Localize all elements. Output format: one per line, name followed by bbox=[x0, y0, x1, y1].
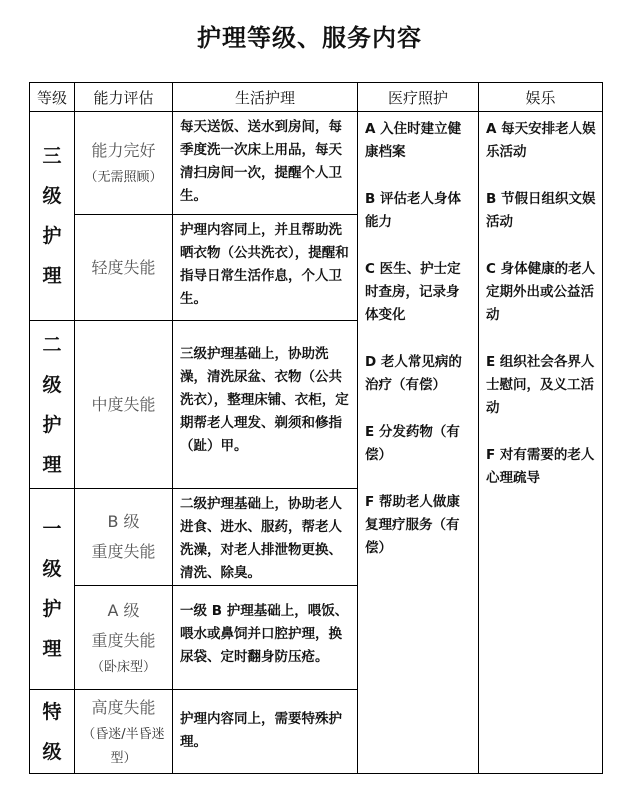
page-title: 护理等级、服务内容 bbox=[197, 23, 422, 52]
ability-grade: A 级 bbox=[107, 600, 140, 620]
ability-cell bbox=[75, 690, 173, 774]
ability-cell bbox=[75, 215, 173, 321]
level-char: 理 bbox=[42, 638, 62, 660]
level-char: 级 bbox=[42, 185, 62, 207]
ability-label: 中度失能 bbox=[91, 394, 156, 414]
level-char: 一 bbox=[42, 518, 62, 540]
level-char: 三 bbox=[42, 145, 62, 167]
medical-care-cell bbox=[358, 112, 479, 774]
level-char: 特 bbox=[42, 700, 62, 723]
life-care-cell: 三级护理基础上，协助洗澡，清洗尿盆、衣物（公共洗衣），整理床铺、衣柜，定期帮老人理发、剃须和修指（趾）甲。 bbox=[173, 321, 358, 489]
ability-cell bbox=[75, 112, 173, 215]
header-level: 等级 bbox=[30, 83, 75, 112]
level-char: 级 bbox=[42, 558, 62, 580]
life-care-cell: 二级护理基础上，协助老人进食、进水、服药，帮老人洗澡，对老人排泄物更换、清洗、除臭。 bbox=[173, 489, 358, 586]
entertainment-cell bbox=[479, 112, 603, 774]
medical-item: D 老人常见病的治疗（有偿） bbox=[365, 354, 462, 393]
life-care-cell: 每天送饭、送水到房间，每季度洗一次床上用品，每天清扫房间一次，提醒个人卫生。 bbox=[173, 112, 358, 215]
level-cell-second bbox=[30, 321, 75, 489]
life-care-cell: 一级 B 护理基础上，喂饭、喂水或鼻饲并口腔护理，换尿袋、定时翻身防压疮。 bbox=[173, 586, 358, 690]
ability-cell bbox=[75, 321, 173, 489]
header-ability: 能力评估 bbox=[75, 83, 173, 112]
level-char: 二 bbox=[42, 333, 62, 356]
care-level-table bbox=[29, 82, 603, 774]
header-entertainment: 娱乐 bbox=[479, 83, 603, 112]
life-care-cell: 护理内容同上，并且帮助洗晒衣物（公共洗衣），提醒和指导日常生活作息，个人卫生。 bbox=[173, 215, 358, 321]
ability-note: （无需照顾） bbox=[84, 170, 163, 185]
table-row bbox=[30, 112, 603, 215]
medical-item: A 入住时建立健康档案 bbox=[365, 121, 462, 160]
level-char: 护 bbox=[42, 225, 62, 247]
level-cell-first bbox=[30, 489, 75, 690]
ability-label: 重度失能 bbox=[91, 542, 156, 561]
header-life-care: 生活护理 bbox=[173, 83, 358, 112]
ability-label: 轻度失能 bbox=[91, 257, 156, 277]
ability-label: 重度失能 bbox=[91, 630, 156, 650]
header-row bbox=[30, 83, 603, 112]
ability-label: 高度失能 bbox=[91, 697, 156, 717]
level-char: 级 bbox=[42, 373, 62, 396]
ability-cell bbox=[75, 586, 173, 690]
entertainment-item: B 节假日组织文娱活动 bbox=[486, 191, 596, 230]
level-char: 护 bbox=[42, 598, 62, 620]
level-char: 理 bbox=[42, 453, 62, 476]
ability-label: 能力完好 bbox=[91, 141, 156, 160]
level-char: 级 bbox=[42, 740, 62, 763]
medical-item: B 评估老人身体能力 bbox=[365, 191, 461, 230]
level-char: 护 bbox=[42, 413, 62, 436]
medical-item: E 分发药物（有偿） bbox=[365, 424, 460, 463]
entertainment-item: A 每天安排老人娱乐活动 bbox=[486, 121, 596, 160]
medical-item: F 帮助老人做康复理疗服务（有偿） bbox=[365, 494, 460, 556]
entertainment-item: C 身体健康的老人定期外出或公益活动 bbox=[486, 261, 596, 323]
level-cell-third bbox=[30, 112, 75, 321]
life-care-cell: 护理内容同上，需要特殊护理。 bbox=[173, 690, 358, 774]
ability-note: （卧床型） bbox=[90, 659, 156, 675]
ability-note: （昏迷/半昏迷型） bbox=[82, 726, 165, 766]
medical-item: C 医生、护士定时查房，记录身体变化 bbox=[365, 261, 461, 323]
level-char: 理 bbox=[42, 265, 62, 287]
header-medical-care: 医疗照护 bbox=[358, 83, 479, 112]
ability-grade: B 级 bbox=[107, 512, 140, 531]
ability-cell bbox=[75, 489, 173, 586]
entertainment-item: E 组织社会各界人士慰问，及义工活动 bbox=[486, 354, 595, 416]
level-cell-special bbox=[30, 690, 75, 774]
entertainment-item: F 对有需要的老人心理疏导 bbox=[486, 447, 595, 486]
